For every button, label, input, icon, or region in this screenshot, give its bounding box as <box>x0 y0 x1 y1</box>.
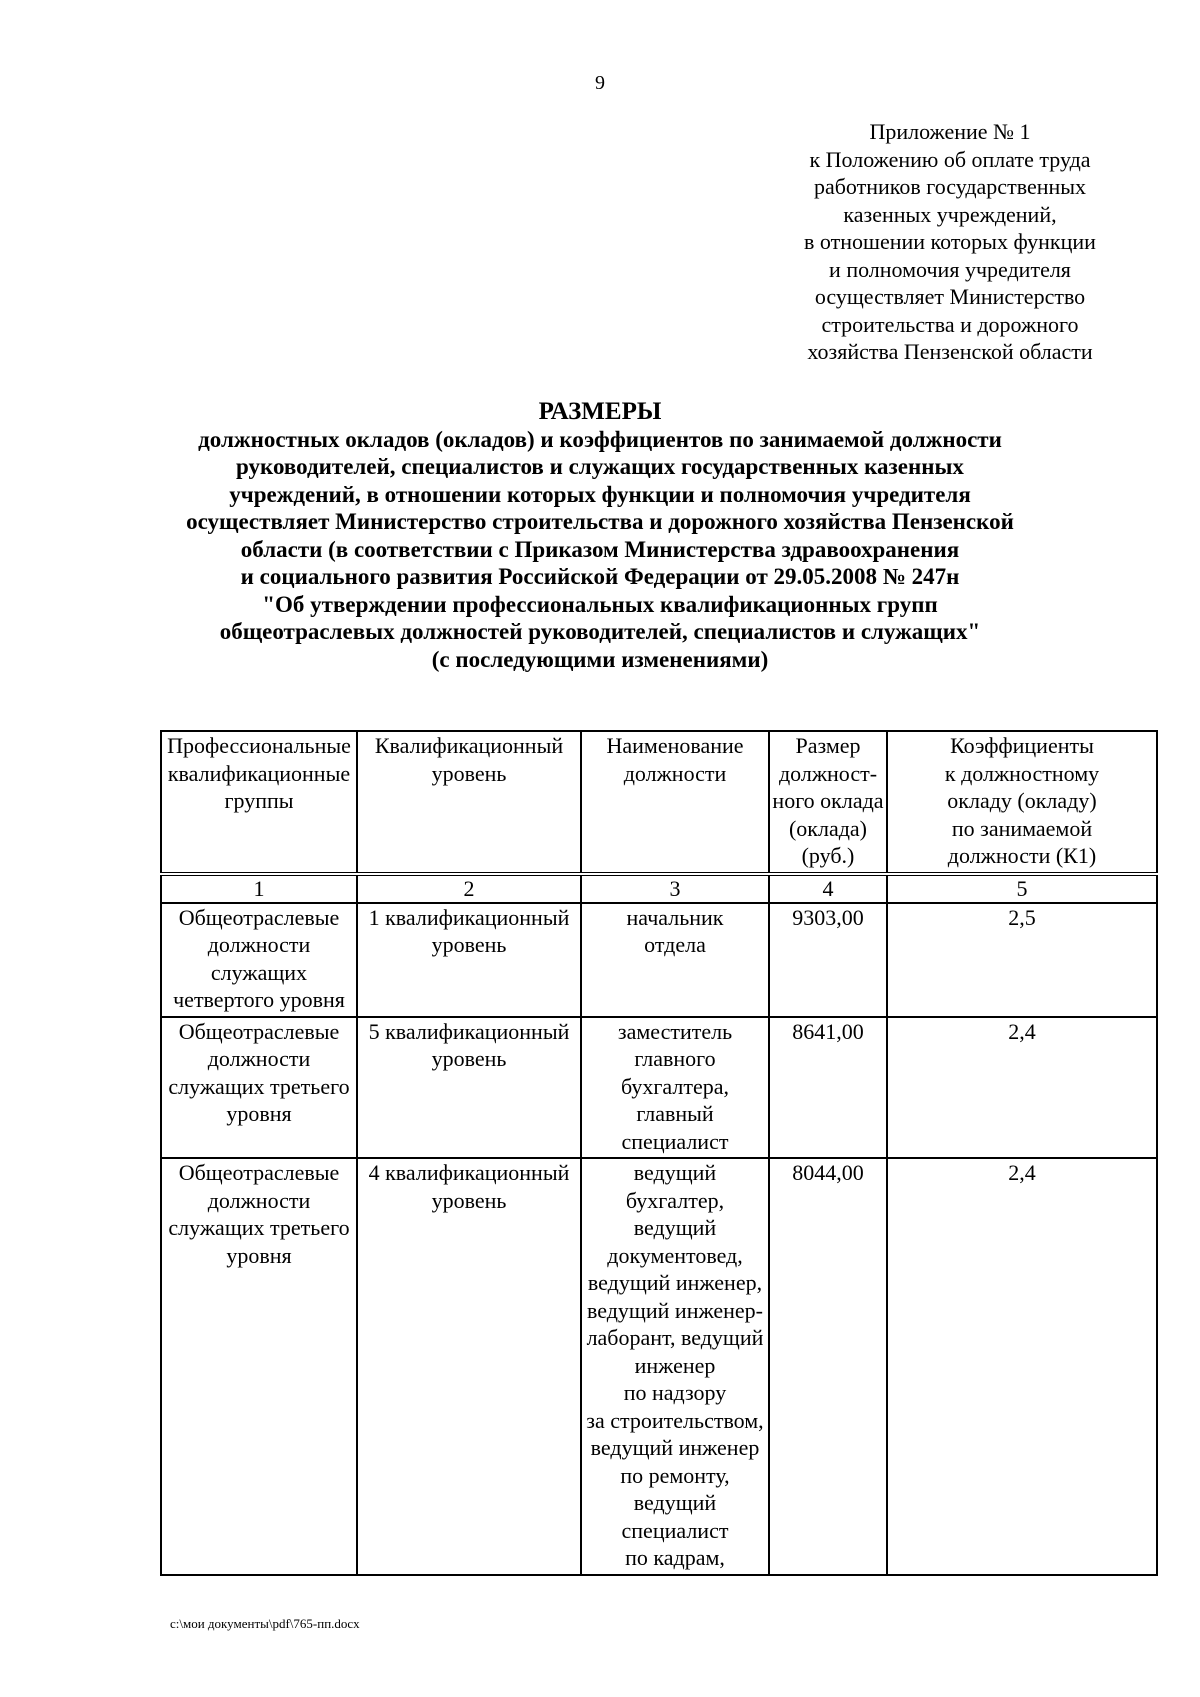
column-header <box>887 731 1157 874</box>
salary-cell: 8044,00 <box>769 1158 887 1575</box>
qualification-level-line: уровень <box>431 1046 507 1071</box>
column-header <box>769 731 887 874</box>
position-name-line: ведущий инженер- <box>587 1297 763 1323</box>
column-header-line: уровень <box>431 760 507 786</box>
column-header-line: должност- <box>778 760 878 786</box>
qualification-group-line: уровня <box>226 1242 292 1268</box>
title-line: и социального развития Российской Федерации от 29.05.2008 № 247н <box>240 564 960 589</box>
title-lines <box>0 426 1200 674</box>
table-body <box>161 903 1157 1575</box>
title-line: должностных окладов (окладов) и коэффициентов по занимаемой должности <box>198 426 1002 452</box>
appendix-line: в отношении которых функции <box>804 229 1096 254</box>
position-name-line: бухгалтера, <box>621 1073 729 1099</box>
column-header-line: должности <box>623 760 727 786</box>
salary-table <box>160 730 1158 1576</box>
qualification-group-cell <box>161 1158 357 1575</box>
position-name-line: по кадрам, <box>625 1545 725 1570</box>
qualification-group-line: должности <box>207 932 311 957</box>
position-name-line: заместитель <box>617 1018 733 1044</box>
qualification-level-line: 5 квалификационный <box>368 1018 570 1044</box>
position-name-line: ведущий <box>633 1490 717 1515</box>
position-name-line: отдела <box>644 932 706 957</box>
qualification-group-line: служащих третьего <box>168 1073 350 1099</box>
column-header <box>357 731 581 874</box>
position-name-line: инженер <box>634 1352 716 1378</box>
column-header-line: ного оклада <box>772 788 884 813</box>
qualification-group-line: Общеотраслевые <box>178 1160 340 1185</box>
column-header-line: Коэффициенты <box>950 733 1094 758</box>
qualification-group-line: Общеотраслевые <box>178 1018 340 1044</box>
appendix-line: и полномочия учредителя <box>829 256 1071 282</box>
footer-file-path: c:\мои документы\pdf\765-пп.docx <box>170 1616 360 1631</box>
coefficient-cell: 2,4 <box>887 1017 1157 1159</box>
document-title <box>0 398 1200 673</box>
qualification-level-line: уровень <box>431 1187 507 1213</box>
salary-cell: 9303,00 <box>769 903 887 1017</box>
qualification-level-line: уровень <box>431 932 507 957</box>
title-line: осуществляет Министерство строительства и дорожного хозяйства Пензенской <box>186 509 1014 534</box>
qualification-group-cell <box>161 903 357 1017</box>
salary-cell: 8641,00 <box>769 1017 887 1159</box>
qualification-group-line: должности <box>207 1187 311 1213</box>
qualification-group-line: уровня <box>226 1101 292 1126</box>
column-header <box>581 731 769 874</box>
column-header-line: Размер <box>795 733 861 758</box>
column-number: 2 <box>357 874 581 903</box>
qualification-group-line: четвертого уровня <box>173 987 345 1012</box>
appendix-line: строительства и дорожного <box>821 311 1079 337</box>
position-name-line: главного <box>634 1046 716 1071</box>
table-header-row <box>161 731 1157 874</box>
title-line: "Об утверждении профессиональных квалификационных групп <box>262 591 938 617</box>
position-name-cell <box>581 903 769 1017</box>
position-name-line: ведущий <box>633 1160 717 1185</box>
column-header-line: к должностному <box>944 760 1100 786</box>
title-line: руководителей, специалистов и служащих государственных казенных <box>236 454 964 479</box>
qualification-level-line: 4 квалификационный <box>368 1160 570 1185</box>
qualification-group-line: служащих третьего <box>168 1215 350 1240</box>
position-name-line: начальник <box>626 904 724 930</box>
coefficient-cell: 2,4 <box>887 1158 1157 1575</box>
position-name-cell <box>581 1158 769 1575</box>
title-line: (с последующими изменениями) <box>431 646 769 672</box>
column-header-line: по занимаемой <box>951 815 1093 841</box>
title-line: учреждений, в отношении которых функции и полномочия учредителя <box>229 481 971 507</box>
column-header-line: окладу (окладу) <box>947 788 1097 813</box>
qualification-level-cell <box>357 903 581 1017</box>
title-line: общеотраслевых должностей руководителей, специалистов и служащих" <box>219 619 981 644</box>
column-header <box>161 731 357 874</box>
column-number: 3 <box>581 874 769 903</box>
qualification-group-line: должности <box>207 1046 311 1071</box>
appendix-line: осуществляет Министерство <box>814 284 1086 309</box>
position-name-line: бухгалтер, <box>625 1187 725 1213</box>
page-number: 9 <box>595 72 605 94</box>
column-number-row <box>161 874 1157 903</box>
position-name-line: специалист <box>621 1128 729 1154</box>
position-name-cell <box>581 1017 769 1159</box>
position-name-line: по ремонту, <box>620 1462 730 1488</box>
position-name-line: по надзору <box>623 1380 727 1405</box>
column-header-line: группы <box>224 788 294 813</box>
position-name-line: главный <box>636 1101 714 1126</box>
appendix-note <box>760 118 1140 366</box>
appendix-line: работников государственных <box>813 174 1087 199</box>
appendix-line: хозяйства Пензенской области <box>807 339 1093 364</box>
position-name-line: за строительством, <box>586 1407 764 1433</box>
column-number: 1 <box>161 874 357 903</box>
position-name-line: ведущий <box>633 1215 717 1240</box>
appendix-line: к Положению об оплате труда <box>809 146 1091 172</box>
column-header-line: Наименование <box>606 733 744 758</box>
table-row <box>161 903 1157 1017</box>
coefficient-cell: 2,5 <box>887 903 1157 1017</box>
column-header-line: (оклада) <box>788 815 868 841</box>
column-header-line: квалификационные <box>167 760 351 786</box>
qualification-level-line: 1 квалификационный <box>368 904 570 930</box>
position-name-line: специалист <box>621 1517 729 1543</box>
column-number: 4 <box>769 874 887 903</box>
qualification-group-line: Общеотраслевые <box>178 904 340 930</box>
table-row <box>161 1158 1157 1575</box>
position-name-line: документовед, <box>607 1242 743 1268</box>
position-name-line: лаборант, ведущий <box>586 1325 764 1350</box>
table-row <box>161 1017 1157 1159</box>
title-line: области (в соответствии с Приказом Министерства здравоохранения <box>240 536 960 562</box>
column-header-line: Квалификационный <box>374 733 564 758</box>
qualification-group-line: служащих <box>210 959 308 985</box>
title-heading: РАЗМЕРЫ <box>538 398 662 425</box>
position-name-line: ведущий инженер <box>590 1435 760 1460</box>
qualification-level-cell <box>357 1158 581 1575</box>
column-header-line: (руб.) <box>801 843 855 868</box>
appendix-line: Приложение № 1 <box>869 119 1031 144</box>
column-number: 5 <box>887 874 1157 903</box>
appendix-line: казенных учреждений, <box>843 201 1057 227</box>
qualification-group-cell <box>161 1017 357 1159</box>
column-header-line: Профессиональные <box>167 733 351 758</box>
qualification-level-cell <box>357 1017 581 1159</box>
position-name-line: ведущий инженер, <box>587 1270 763 1295</box>
column-header-line: должности (К1) <box>947 843 1097 868</box>
